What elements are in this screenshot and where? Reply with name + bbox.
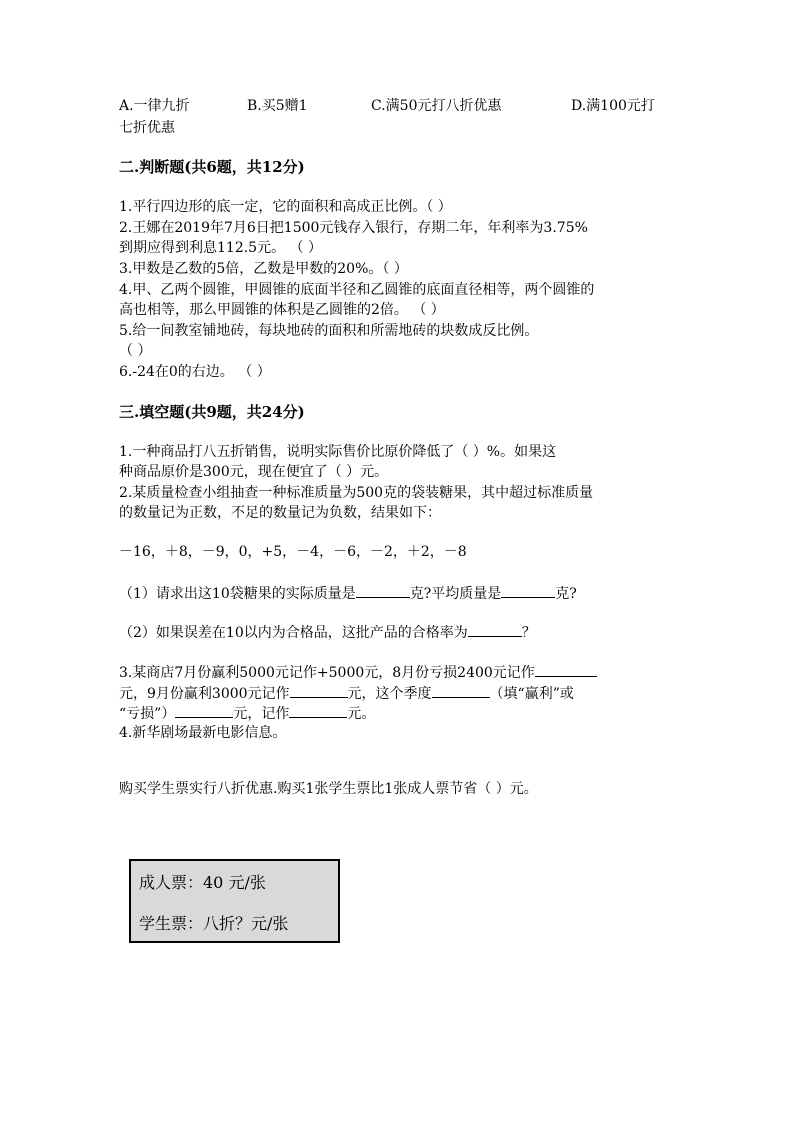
sub2-text-pre: （2）如果误差在10以内为合格品，这批产品的合格率为	[119, 625, 468, 641]
fill-q1-line2: 种商品原价是300元，现在便宜了（ ）元。	[119, 464, 389, 480]
fill-q3-line3	[119, 703, 375, 723]
adult-ticket-price: 成人票：40 元/张	[139, 873, 266, 892]
option-b: B.买5赠1	[247, 98, 308, 114]
answer-blank[interactable]	[289, 703, 347, 718]
option-d-continued: 七折优惠	[119, 120, 175, 136]
answer-blank[interactable]	[535, 662, 597, 677]
judge-q1: 1.平行四边形的底一定，它的面积和高成正比例。（ ）	[119, 199, 452, 215]
answer-blank[interactable]	[468, 622, 522, 637]
section2-heading: 二.判断题(共6题，共12分)	[119, 158, 305, 176]
q3-line3-mid: 元，记作	[233, 706, 290, 722]
option-c: C.满50元打八折优惠	[371, 98, 502, 114]
answer-blank[interactable]	[356, 583, 410, 598]
option-a: A.一律九折	[119, 98, 190, 114]
fill-q3-line1	[119, 662, 597, 682]
sub1-text-mid: 克?平均质量是	[409, 586, 502, 602]
judge-q4-line1: 4.甲、乙两个圆锥，甲圆锥的底面半径和乙圆锥的底面直径相等，两个圆锥的	[119, 282, 595, 298]
judge-q6: 6.-24在0的右边。 （ ）	[119, 364, 271, 380]
judge-q2-line1: 2.王娜在2019年7月6日把1500元钱存入银行，存期二年，年利率为3.75%	[119, 220, 588, 236]
sub1-text-post: 克?	[555, 586, 577, 602]
judge-q5-line1: 5.给一间教室铺地砖，每块地砖的面积和所需地砖的块数成反比例。	[119, 323, 539, 339]
q3-line3-post: 元。	[347, 706, 376, 722]
q3-line3-pre: “亏损”）	[119, 706, 176, 722]
q3-line1-text: 3.某商店7月份赢利5000元记作+5000元，8月份亏损2400元记作	[119, 665, 535, 681]
answer-blank[interactable]	[501, 583, 555, 598]
student-ticket-price: 学生票：八折？元/张	[139, 914, 289, 933]
q3-line2-mid: 元，这个季度	[347, 686, 432, 702]
judge-q5-line2: （ ）	[119, 343, 152, 359]
q3-line2-post: （填“赢利”或	[489, 686, 574, 702]
judge-q3: 3.甲数是乙数的5倍，乙数是甲数的20%。（ ）	[119, 261, 408, 277]
answer-blank[interactable]	[290, 683, 348, 698]
judge-q4-line2: 高也相等，那么甲圆锥的体积是乙圆锥的2倍。 （ ）	[119, 302, 445, 318]
fill-q2-sub2	[119, 622, 536, 642]
fill-q2-sub1	[119, 583, 577, 603]
fill-q2-line1: 2.某质量检查小组抽查一种标准质量为500克的袋装糖果，其中超过标准质量	[119, 485, 594, 501]
ticket-info-box	[129, 859, 340, 943]
answer-blank[interactable]	[432, 683, 490, 698]
q3-line2-pre: 元，9月份赢利3000元记作	[119, 686, 290, 702]
fill-q1-line1: 1.一种商品打八五折销售，说明实际售价比原价降低了（ ）%。如果这	[119, 444, 557, 460]
answer-blank[interactable]	[175, 703, 233, 718]
sub2-text-post: ？	[521, 625, 536, 641]
fill-q3-line2	[119, 683, 574, 703]
fill-q4-text: 购买学生票实行八折优惠.购买1张学生票比1张成人票节省（ ）元。	[119, 781, 538, 797]
sub1-text-pre: （1）请求出这10袋糖果的实际质量是	[119, 586, 356, 602]
option-d: D.满100元打	[571, 98, 655, 114]
fill-q2-line2: 的数量记为正数，不足的数量记为负数，结果如下：	[119, 505, 441, 521]
fill-q2-numbers: －16，＋8，－9，0，+5，－4，－6，－2，＋2，－8	[119, 544, 467, 560]
fill-q4: 4.新华剧场最新电影信息。	[119, 725, 287, 741]
judge-q2-line2: 到期应得到利息112.5元。 （ ）	[119, 240, 322, 256]
section3-heading: 三.填空题(共9题，共24分)	[119, 403, 305, 421]
